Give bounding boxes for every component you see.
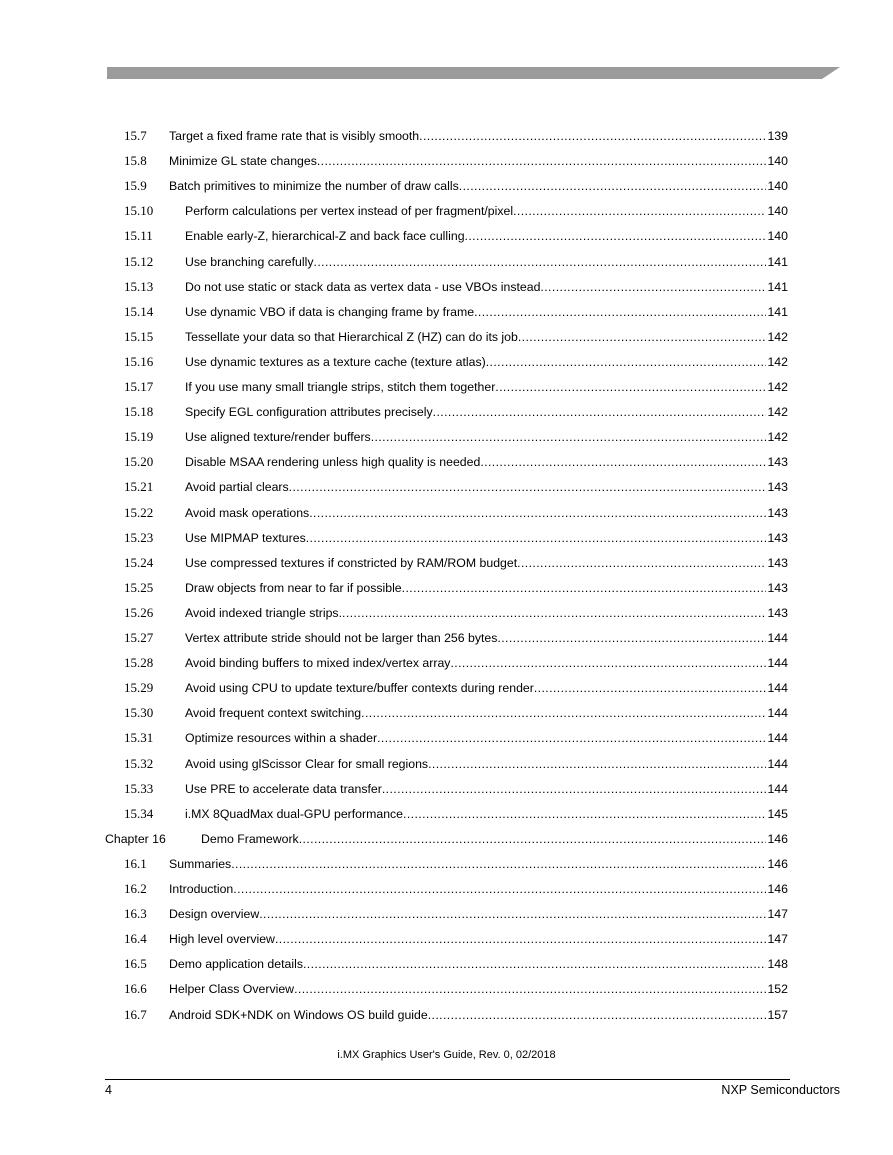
- toc-entry[interactable]: [0, 704, 893, 722]
- toc-entry-link[interactable]: [185, 403, 788, 421]
- toc-entry-number: 15.32: [124, 755, 154, 771]
- toc-entry-link[interactable]: [185, 755, 788, 773]
- toc-entry-link[interactable]: [185, 353, 788, 371]
- toc-entry-page: 142: [767, 354, 788, 369]
- toc-entry-title: Minimize GL state changes: [169, 154, 317, 169]
- toc-entry[interactable]: [0, 654, 893, 672]
- toc-entry-page: 145: [767, 806, 788, 821]
- toc-entry-page: 139: [767, 129, 788, 143]
- toc-entry-link[interactable]: [169, 177, 788, 195]
- toc-entry-title: Avoid using CPU to update texture/buffer contexts during render: [185, 681, 534, 696]
- toc-entry[interactable]: [0, 805, 893, 823]
- dot-leader: [486, 353, 767, 371]
- dot-leader: [433, 403, 767, 421]
- dot-leader: [480, 453, 766, 471]
- dot-leader: [459, 177, 767, 195]
- toc-entry-link[interactable]: [185, 378, 788, 396]
- toc-entry-page: 140: [767, 229, 788, 244]
- toc-entry-page: 143: [767, 555, 788, 570]
- toc-entry-page: 141: [767, 254, 788, 269]
- dot-leader: [303, 955, 766, 973]
- toc-entry-link[interactable]: [185, 303, 788, 321]
- toc-entry[interactable]: [0, 353, 893, 371]
- toc-entry-link[interactable]: [169, 930, 788, 948]
- toc-entry-number: 15.20: [124, 454, 154, 470]
- toc-entry-number: 15.30: [124, 705, 154, 721]
- dot-leader: [299, 830, 767, 848]
- toc-entry[interactable]: [0, 629, 893, 647]
- toc-entry-title: Enable early-Z, hierarchical-Z and back face culling: [185, 229, 465, 244]
- toc-entry-number: 15.11: [124, 228, 153, 244]
- toc-entry-number: 16.2: [124, 881, 147, 896]
- toc-entry-page: 157: [767, 1007, 788, 1022]
- toc-entry-title: Summaries: [169, 856, 232, 871]
- toc-entry-link[interactable]: [185, 278, 788, 296]
- toc-entry-number: 15.18: [124, 404, 154, 420]
- toc-entry-title: Android SDK+NDK on Windows OS build guide: [169, 1007, 428, 1022]
- toc-entry[interactable]: [0, 604, 893, 622]
- toc-entry-number: 15.12: [124, 253, 154, 269]
- toc-entry[interactable]: [0, 478, 893, 496]
- toc-entry-number: 15.9: [124, 178, 147, 194]
- toc-entry-page: 143: [767, 505, 788, 520]
- toc-entry-title: Disable MSAA rendering unless high quality is needed: [185, 455, 481, 470]
- toc-entry-number: 15.34: [124, 805, 154, 821]
- toc-entry-title: Avoid using glScissor Clear for small regions: [185, 756, 429, 771]
- toc-entry-link[interactable]: [185, 604, 788, 622]
- toc-entry[interactable]: [0, 579, 893, 597]
- toc-entry-title: Batch primitives to minimize the number of draw calls: [169, 179, 459, 194]
- toc-entry-link[interactable]: [185, 629, 788, 647]
- toc-entry-title: High level overview: [169, 932, 275, 947]
- toc-entry-link[interactable]: [201, 830, 788, 848]
- toc-entry[interactable]: [0, 529, 893, 547]
- toc-entry-link[interactable]: [185, 253, 788, 271]
- dot-leader: [377, 729, 766, 747]
- dot-leader: [534, 679, 767, 697]
- toc-entry-page: 142: [767, 329, 788, 344]
- toc-entry[interactable]: [0, 930, 893, 948]
- dot-leader: [403, 805, 766, 823]
- dot-leader: [314, 253, 767, 271]
- toc-entry-link[interactable]: [185, 504, 788, 522]
- toc-entry-title: Helper Class Overview: [169, 982, 295, 997]
- toc-entry-title: If you use many small triangle strips, stitch them together: [185, 380, 496, 394]
- toc-entry[interactable]: [0, 378, 893, 396]
- toc-entry-page: 146: [767, 831, 788, 846]
- toc-entry-title: Avoid binding buffers to mixed index/vertex array: [185, 656, 451, 671]
- dot-leader: [465, 227, 767, 245]
- toc-entry-page: 141: [767, 304, 788, 319]
- toc-entry-link[interactable]: [185, 679, 788, 697]
- dot-leader: [540, 278, 766, 296]
- toc-entry-number: 15.7: [124, 128, 147, 143]
- toc-entry-title: i.MX 8QuadMax dual-GPU performance: [185, 806, 404, 821]
- toc-entry[interactable]: [0, 152, 893, 170]
- page-number: 4: [105, 1083, 112, 1097]
- toc-entry[interactable]: [0, 202, 893, 220]
- toc-entry-page: 146: [767, 882, 788, 896]
- toc-entry-number: 15.24: [124, 554, 154, 570]
- toc-entry[interactable]: [0, 428, 893, 446]
- dot-leader: [289, 478, 767, 496]
- toc-entry-page: 143: [767, 580, 788, 595]
- dot-leader: [402, 579, 767, 597]
- toc-entry-link[interactable]: [185, 654, 788, 672]
- toc-entry-page: 142: [767, 405, 788, 420]
- toc-entry-link[interactable]: [185, 478, 788, 496]
- toc-entry[interactable]: [0, 127, 893, 145]
- toc-entry-title: Use dynamic textures as a texture cache (texture atlas): [185, 354, 486, 369]
- toc-entry-number: 15.22: [124, 504, 154, 520]
- dot-leader: [306, 529, 767, 547]
- toc-entry-title: Use compressed textures if constricted by RAM/ROM budget: [185, 555, 518, 570]
- dot-leader: [419, 127, 766, 145]
- header-bar: [107, 67, 840, 79]
- toc-entry-page: 143: [767, 455, 788, 470]
- toc-entry-number: 15.21: [124, 479, 154, 495]
- footer-rule: [105, 1079, 790, 1080]
- toc-entry-link[interactable]: [185, 328, 788, 346]
- toc-entry-link[interactable]: [185, 428, 788, 446]
- toc-entry-number: 15.31: [124, 730, 154, 746]
- toc-entry-number: 15.27: [124, 630, 154, 645]
- dot-leader: [371, 428, 767, 446]
- dot-leader: [428, 1006, 767, 1024]
- dot-leader: [382, 780, 767, 798]
- toc-entry-link[interactable]: [169, 955, 788, 973]
- toc-entry[interactable]: [0, 830, 893, 848]
- toc-entry-title: Tessellate your data so that Hierarchical Z (HZ) can do its job: [185, 329, 518, 344]
- dot-leader: [231, 855, 766, 873]
- toc-entry-link[interactable]: [169, 127, 788, 145]
- toc-entry-page: 148: [767, 957, 788, 972]
- dot-leader: [361, 704, 766, 722]
- dot-leader: [450, 654, 766, 672]
- toc-entry-link[interactable]: [185, 529, 788, 547]
- toc-entry[interactable]: [0, 955, 893, 973]
- toc-entry-title: Avoid partial clears: [185, 480, 289, 495]
- toc-entry-title: Specify EGL configuration attributes precisely: [185, 405, 433, 420]
- toc-entry-title: Vertex attribute stride should not be larger than 256 bytes: [185, 631, 498, 645]
- toc-entry[interactable]: [0, 905, 893, 923]
- toc-entry-page: 144: [767, 681, 788, 696]
- footer-doc-title: i.MX Graphics User's Guide, Rev. 0, 02/2018: [337, 1049, 556, 1061]
- toc-entry-title: Avoid indexed triangle strips.: [185, 605, 342, 620]
- toc-entry-title: Use branching carefully: [185, 254, 314, 269]
- toc-entry-number: 16.7: [124, 1006, 147, 1022]
- toc-entry-page: 140: [767, 204, 788, 219]
- toc-entry-number: 15.14: [124, 303, 154, 319]
- dot-leader: [517, 554, 766, 572]
- dot-leader: [428, 755, 766, 773]
- dot-leader: [518, 328, 767, 346]
- toc-entry-page: 144: [767, 656, 788, 671]
- toc-entry-link[interactable]: [185, 729, 788, 747]
- toc-entry[interactable]: [0, 780, 893, 798]
- toc-entry-page: 147: [767, 932, 788, 947]
- toc-entry-link[interactable]: [169, 905, 788, 923]
- dot-leader: [342, 604, 766, 622]
- toc-entry[interactable]: [0, 729, 893, 747]
- dot-leader: [233, 880, 766, 898]
- toc-entry-page: 144: [767, 731, 788, 746]
- toc-entry-page: 142: [767, 380, 788, 394]
- dot-leader: [259, 905, 766, 923]
- toc-entry-number: 15.19: [124, 429, 154, 445]
- toc-entry-number: 15.16: [124, 353, 154, 369]
- dot-leader: [317, 152, 767, 170]
- toc-entry-link[interactable]: [185, 453, 788, 471]
- dot-leader: [275, 930, 767, 948]
- toc-entry-page: 144: [767, 631, 788, 645]
- toc-entry[interactable]: [0, 504, 893, 522]
- toc-entry[interactable]: [0, 303, 893, 321]
- toc-entry-title: Use MIPMAP textures: [185, 530, 306, 545]
- toc-entry-title: Avoid frequent context switching: [185, 706, 362, 721]
- toc-entry-title: Optimize resources within a shader: [185, 731, 378, 746]
- toc-entry-page: 144: [767, 756, 788, 771]
- toc-entry-title: Demo application details: [169, 957, 303, 972]
- toc-entry-number: 15.23: [124, 529, 154, 545]
- toc-entry[interactable]: [0, 755, 893, 773]
- toc-entry-link[interactable]: [169, 152, 788, 170]
- toc-entry[interactable]: [0, 980, 893, 998]
- toc-entry-title: Do not use static or stack data as vertex data - use VBOs instead: [185, 279, 541, 294]
- toc-entry-number: 16.1: [124, 855, 147, 871]
- toc-entry-page: 140: [767, 154, 788, 169]
- toc-entry-number: 16.6: [124, 981, 147, 997]
- toc-entry-page: 144: [767, 706, 788, 721]
- toc-entry-link[interactable]: [169, 880, 788, 898]
- toc-entry-link[interactable]: [185, 227, 788, 245]
- dot-leader: [495, 378, 766, 396]
- toc-entry-link[interactable]: [185, 202, 788, 220]
- toc-entry[interactable]: [0, 227, 893, 245]
- toc-entry-link[interactable]: [185, 805, 788, 823]
- toc-entry-page: 143: [767, 605, 788, 620]
- toc-entry-title: Draw objects from near to far if possible: [185, 580, 402, 595]
- toc-entry[interactable]: [0, 855, 893, 873]
- toc-entry[interactable]: [0, 278, 893, 296]
- toc-entry-title: Use aligned texture/render buffers: [185, 430, 371, 445]
- toc-entry-link[interactable]: [169, 980, 788, 998]
- toc-entry-page: 144: [767, 781, 788, 796]
- toc-entry-page: 146: [767, 856, 788, 871]
- toc-entry-number: Chapter 16: [105, 831, 166, 846]
- dot-leader: [294, 980, 766, 998]
- toc-entry-number: 15.29: [124, 680, 154, 696]
- toc-entry-link[interactable]: [185, 554, 788, 572]
- toc-entry-number: 15.13: [124, 278, 154, 294]
- toc-entry-title: Demo Framework: [201, 831, 299, 846]
- toc-entry-title: Perform calculations per vertex instead of per fragment/pixel: [185, 204, 514, 219]
- toc-entry[interactable]: [0, 328, 893, 346]
- toc-entry-title: Introduction: [169, 882, 234, 896]
- toc-entry-number: 16.4: [124, 931, 147, 947]
- toc-entry-title: Avoid mask operations: [185, 505, 310, 520]
- toc-entry-page: 147: [767, 907, 788, 922]
- toc-entry-number: 16.3: [124, 906, 147, 922]
- toc-entry-number: 15.33: [124, 780, 154, 796]
- toc-entry[interactable]: [0, 554, 893, 572]
- toc-entry-page: 141: [767, 279, 788, 294]
- toc-entry-number: 15.17: [124, 379, 154, 394]
- toc-entry[interactable]: [0, 453, 893, 471]
- toc-entry[interactable]: [0, 880, 893, 898]
- toc-entry-page: 140: [767, 179, 788, 194]
- toc-entry[interactable]: [0, 679, 893, 697]
- toc-entry-title: Design overview: [169, 907, 260, 922]
- toc-entry-page: 152: [767, 982, 788, 997]
- toc-entry-number: 15.10: [124, 203, 154, 219]
- dot-leader: [309, 504, 766, 522]
- toc-entry[interactable]: [0, 403, 893, 421]
- toc-entry-link[interactable]: [185, 704, 788, 722]
- toc-entry-page: 142: [767, 430, 788, 445]
- toc-entry-link[interactable]: [169, 1006, 788, 1024]
- toc-entry-number: 15.25: [124, 579, 154, 595]
- company-name: NXP Semiconductors: [721, 1083, 840, 1097]
- toc-entry-page: 143: [767, 530, 788, 545]
- toc-entry[interactable]: [0, 1006, 893, 1024]
- toc-entry-number: 16.5: [124, 956, 147, 972]
- dot-leader: [513, 202, 766, 220]
- toc-entry-link[interactable]: [169, 855, 788, 873]
- toc-entry-title: Use dynamic VBO if data is changing frame by frame: [185, 304, 475, 319]
- toc-entry-link[interactable]: [185, 579, 788, 597]
- toc-entry-page: 143: [767, 480, 788, 495]
- toc-entry-title: Target a fixed frame rate that is visibly smooth: [169, 129, 420, 143]
- toc-entry[interactable]: [0, 253, 893, 271]
- toc-entry-title: Use PRE to accelerate data transfer: [185, 781, 382, 796]
- toc-entry-number: 15.26: [124, 604, 154, 620]
- toc-entry[interactable]: [0, 177, 893, 195]
- dot-leader: [497, 629, 766, 647]
- toc-entry-number: 15.28: [124, 655, 154, 671]
- toc-entry-link[interactable]: [185, 780, 788, 798]
- dot-leader: [474, 303, 766, 321]
- toc-entry-number: 15.8: [124, 153, 147, 169]
- toc-entry-number: 15.15: [124, 328, 154, 344]
